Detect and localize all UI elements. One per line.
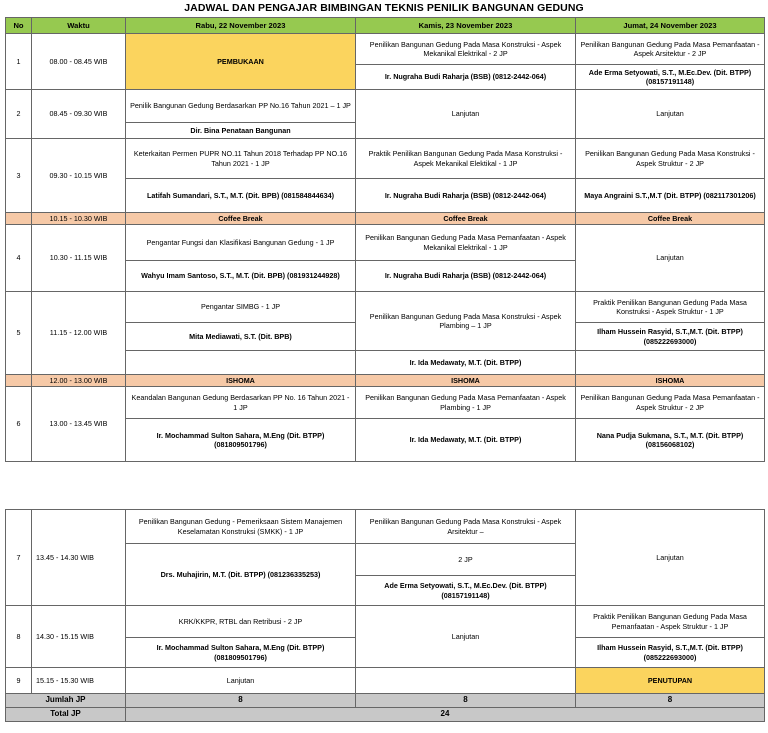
- session-jp: 2 JP: [356, 544, 576, 576]
- session-topic: Penilikan Bangunan Gedung Pada Masa Konstruksi - Aspek Arsitektur –: [356, 510, 576, 544]
- jumlah-day3: 8: [576, 694, 765, 708]
- session-teacher: Ade Erma Setyowati, S.T., M.Ec.Dev. (Dit. BTPP) (08157191148): [576, 65, 765, 90]
- header-waktu: Waktu: [32, 18, 126, 34]
- session-topic: Penilikan Bangunan Gedung Pada Masa Pemanfaatan - Aspek Plambing - 1 JP: [356, 387, 576, 419]
- row-no: 1: [6, 34, 32, 90]
- break-time: 12.00 - 13.00 WIB: [32, 375, 126, 387]
- session-topic: KRK/KKPR, RTBL dan Retribusi - 2 JP: [126, 606, 356, 638]
- break-label: Coffee Break: [576, 213, 765, 225]
- row-time: 11.15 - 12.00 WIB: [32, 292, 126, 375]
- session-topic: Keandalan Bangunan Gedung Berdasarkan PP No. 16 Tahun 2021 - 1 JP: [126, 387, 356, 419]
- session-teacher: Nana Pudja Sukmana, S.T., M.T. (Dit. BTPP) (08156068102): [576, 419, 765, 462]
- session-topic: Penilikan Bangunan Gedung Pada Masa Pemanfaatan - Aspek Struktur - 2 JP: [576, 387, 765, 419]
- session-topic: Penilikan Bangunan Gedung Pada Masa Pemanfaatan - Aspek Mekanikal Elektrikal - 1 JP: [356, 225, 576, 261]
- total-row: [6, 708, 765, 722]
- table-header: [6, 18, 765, 34]
- row-time: 09.30 - 10.15 WIB: [32, 139, 126, 213]
- header-day1: Rabu, 22 November 2023: [126, 18, 356, 34]
- header-no: No: [6, 18, 32, 34]
- session-teacher: Mita Mediawati, S.T. (Dit. BPB): [126, 323, 356, 351]
- session-teacher: Ir. Mochammad Sulton Sahara, M.Eng (Dit. BTPP) (081809501796): [126, 638, 356, 668]
- row-time: 15.15 - 15.30 WIB: [32, 668, 126, 694]
- table-row: [6, 34, 765, 65]
- schedule-table-top: [5, 17, 765, 462]
- table-row: [6, 668, 765, 694]
- closing-cell: PENUTUPAN: [576, 668, 765, 694]
- table-row: [6, 139, 765, 179]
- table-row: [6, 292, 765, 323]
- row-time: 13.00 - 13.45 WIB: [32, 387, 126, 462]
- row-no: 4: [6, 225, 32, 292]
- break-label: ISHOMA: [356, 375, 576, 387]
- session-teacher: Ir. Nugraha Budi Raharja (BSB) (0812-2442-064): [356, 65, 576, 90]
- row-no: 3: [6, 139, 32, 213]
- session-topic: Praktik Penilikan Bangunan Gedung Pada Masa Konstruksi - Aspek Mekanikal Elektikal - 1 JP: [356, 139, 576, 179]
- row-time: 10.30 - 11.15 WIB: [32, 225, 126, 292]
- table-row: [6, 510, 765, 544]
- session-teacher: Ilham Hussein Rasyid, S.T.,M.T. (Dit. BTPP) (085222693000): [576, 638, 765, 668]
- session-teacher: Ir. Mochammad Sulton Sahara, M.Eng (Dit. BTPP) (081809501796): [126, 419, 356, 462]
- continuation-cell: Lanjutan: [576, 90, 765, 139]
- session-topic: Penilikan Bangunan Gedung Pada Masa Konstruksi - Aspek Struktur - 2 JP: [576, 139, 765, 179]
- break-row: [6, 213, 765, 225]
- session-teacher: Ir. Nugraha Budi Raharja (BSB) (0812-2442-064): [356, 261, 576, 292]
- session-topic: Pengantar Fungsi dan Klasifikasi Bangunan Gedung - 1 JP: [126, 225, 356, 261]
- table-row: [6, 606, 765, 638]
- header-day2: Kamis, 23 November 2023: [356, 18, 576, 34]
- jumlah-day1: 8: [126, 694, 356, 708]
- jumlah-label: Jumlah JP: [6, 694, 126, 708]
- session-teacher: Drs. Muhajirin, M.T. (Dit. BTPP) (081236335253): [126, 544, 356, 606]
- row-time: 08.00 - 08.45 WIB: [32, 34, 126, 90]
- total-label: Total JP: [6, 708, 126, 722]
- continuation-cell: Lanjutan: [126, 668, 356, 694]
- session-topic: Praktik Penilikan Bangunan Gedung Pada Masa Konstruksi - Aspek Struktur - 1 JP: [576, 292, 765, 323]
- session-topic: Pengantar SIMBG - 1 JP: [126, 292, 356, 323]
- continuation-cell: Lanjutan: [356, 606, 576, 668]
- continuation-cell: Lanjutan: [576, 225, 765, 292]
- session-topic: Penilikan Bangunan Gedung Pada Masa Pemanfaatan - Aspek Arsitektur - 2 JP: [576, 34, 765, 65]
- jumlah-row: [6, 694, 765, 708]
- session-teacher: Dir. Bina Penataan Bangunan: [126, 123, 356, 139]
- row-time: 13.45 - 14.30 WIB: [32, 510, 126, 606]
- opening-cell: PEMBUKAAN: [126, 34, 356, 90]
- row-no: 7: [6, 510, 32, 606]
- row-no: 6: [6, 387, 32, 462]
- table-row: [6, 225, 765, 261]
- session-teacher: Ir. Nugraha Budi Raharja (BSB) (0812-2442-064): [356, 179, 576, 213]
- session-teacher: Ilham Hussein Rasyid, S.T.,M.T. (Dit. BTPP) (085222693000): [576, 323, 765, 351]
- break-label: Coffee Break: [356, 213, 576, 225]
- break-label: ISHOMA: [126, 375, 356, 387]
- row-no: 9: [6, 668, 32, 694]
- session-topic: Praktik Penilikan Bangunan Gedung Pada Masa Pemanfaatan - Aspek Struktur - 1 JP: [576, 606, 765, 638]
- row-no: 8: [6, 606, 32, 668]
- session-teacher: Latifah Sumandari, S.T., M.T. (Dit. BPB) (081584844634): [126, 179, 356, 213]
- break-label: Coffee Break: [126, 213, 356, 225]
- session-teacher: Ir. Ida Medawaty, M.T. (Dit. BTPP): [356, 419, 576, 462]
- session-teacher: Ir. Ida Medawaty, M.T. (Dit. BTPP): [356, 351, 576, 375]
- total-value: 24: [126, 708, 765, 722]
- jumlah-day2: 8: [356, 694, 576, 708]
- break-label: ISHOMA: [576, 375, 765, 387]
- continuation-cell: Lanjutan: [576, 510, 765, 606]
- table-row: [6, 387, 765, 419]
- break-row: [6, 375, 765, 387]
- session-topic: Penilikan Bangunan Gedung - Pemeriksaan Sistem Manajemen Keselamatan Konstruksi (SMKK) - 1 JP: [126, 510, 356, 544]
- session-teacher: Ade Erma Setyowati, S.T., M.Ec.Dev. (Dit. BTPP) (08157191148): [356, 576, 576, 606]
- session-topic: Penilik Bangunan Gedung Berdasarkan PP No.16 Tahun 2021 – 1 JP: [126, 90, 356, 123]
- session-teacher: Wahyu Imam Santoso, S.T., M.T. (Dit. BPB) (081931244928): [126, 261, 356, 292]
- header-day3: Jumat, 24 November 2023: [576, 18, 765, 34]
- page-title: JADWAL DAN PENGAJAR BIMBINGAN TEKNIS PENILIK BANGUNAN GEDUNG: [184, 2, 584, 14]
- session-topic: Penilikan Bangunan Gedung Pada Masa Konstruksi - Aspek Plambing – 1 JP: [356, 292, 576, 351]
- row-time: 08.45 - 09.30 WIB: [32, 90, 126, 139]
- row-time: 14.30 - 15.15 WIB: [32, 606, 126, 668]
- row-no: 2: [6, 90, 32, 139]
- table-row: [6, 90, 765, 123]
- session-topic: Keterkaitan Permen PUPR NO.11 Tahun 2018 Terhadap PP NO.16 Tahun 2021 - 1 JP: [126, 139, 356, 179]
- schedule-table-bottom: [5, 509, 765, 722]
- break-time: 10.15 - 10.30 WIB: [32, 213, 126, 225]
- session-topic: Penilikan Bangunan Gedung Pada Masa Konstruksi - Aspek Mekanikal Elektrikal - 2 JP: [356, 34, 576, 65]
- session-teacher: Maya Angraini S.T.,M.T (Dit. BTPP) (082117301206): [576, 179, 765, 213]
- continuation-cell: Lanjutan: [356, 90, 576, 139]
- row-no: 5: [6, 292, 32, 375]
